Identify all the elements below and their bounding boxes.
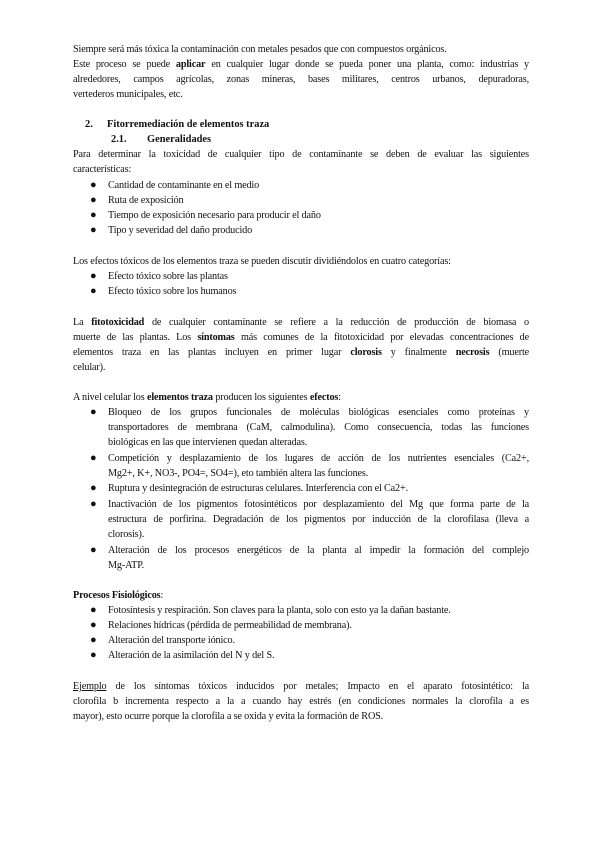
phyto-text: (muerte bbox=[489, 347, 530, 358]
phyto-bold: fitotoxicidad bbox=[91, 317, 145, 328]
intro-line-3: alrededores, campos agrícolas, zonas mineras, bases militares, centros urbanos, depuradoras, bbox=[73, 74, 529, 85]
bullet-icon: ● bbox=[90, 619, 97, 631]
cellular-b4-line: clorosis). bbox=[108, 529, 145, 540]
bullet-icon: ● bbox=[90, 604, 97, 616]
phyto-line-2 bbox=[73, 330, 529, 345]
toxicity-line-1: Para determinar la toxicidad de cualquier tipo de contaminante se deben de evaluar las siguientes bbox=[73, 149, 529, 160]
section-title: Fitorremediación de elementos traza bbox=[107, 119, 270, 130]
subsection-title: Generalidades bbox=[147, 134, 212, 145]
phyto-text: elementos traza en las plantas incluyen en primer lugar bbox=[73, 347, 351, 358]
bullet-icon: ● bbox=[90, 285, 97, 297]
cellular-b5-line: Mg-ATP. bbox=[108, 560, 145, 571]
example-line-2: clorofila b incrementa respecto a la a cuando hay estrés (en condiciones normales la clorofila a es bbox=[73, 696, 529, 707]
cellular-b4-line: Inactivación de los pigmentos fotosintéticos por desplazamiento del Mg que forma parte de la bbox=[108, 499, 529, 510]
phyto-text: y finalmente bbox=[381, 347, 456, 358]
effects-item: Efecto tóxico sobre las plantas bbox=[108, 271, 228, 282]
processes-item: Alteración del transporte iónico. bbox=[108, 635, 235, 646]
bullet-icon: ● bbox=[90, 634, 97, 646]
effects-intro: Los efectos tóxicos de los elementos traza se pueden discutir dividiéndolos en cuatro categorías: bbox=[73, 256, 451, 267]
example-word: Ejemplo bbox=[73, 681, 107, 692]
cellular-text: A nivel celular los bbox=[73, 392, 147, 403]
processes-heading-text: Procesos Fisiológicos bbox=[73, 590, 161, 601]
bullet-icon: ● bbox=[90, 649, 97, 661]
cellular-intro bbox=[73, 390, 529, 405]
phyto-text: La bbox=[73, 317, 92, 328]
bullet-icon: ● bbox=[90, 406, 97, 418]
toxicity-item: Tiempo de exposición necesario para producir el daño bbox=[108, 210, 321, 221]
cellular-b3-line: Ruptura y desintegración de estructuras celulares. Interferencia con el Ca2+. bbox=[108, 483, 408, 494]
intro-line-2 bbox=[73, 57, 529, 72]
bullet-icon: ● bbox=[90, 482, 97, 494]
processes-colon: : bbox=[160, 590, 164, 601]
toxicity-item: Ruta de exposición bbox=[108, 195, 184, 206]
cellular-b4-line: estructura de porfirina. Degradación de los pigmentos por inducción de la clorofilasa (lleva a bbox=[108, 514, 529, 525]
bullet-icon: ● bbox=[90, 224, 97, 236]
phyto-line-1 bbox=[73, 315, 529, 330]
intro-line-4: vertederos municipales, etc. bbox=[73, 89, 183, 100]
processes-item: Fotosíntesis y respiración. Son claves para la planta, solo con esto ya la dañan bastante. bbox=[108, 605, 451, 616]
phyto-bold: clorosis bbox=[350, 347, 382, 358]
bullet-icon: ● bbox=[90, 179, 97, 191]
phyto-text: de cualquier contaminante se refiere a la reducción de producción de biomasa o bbox=[144, 317, 530, 328]
processes-heading bbox=[73, 588, 529, 603]
bullet-icon: ● bbox=[90, 544, 97, 556]
example-line-3: mayor), esto ocurre porque la clorofila a se oxida y evita la formación de ROS. bbox=[73, 711, 384, 722]
phyto-line-3 bbox=[73, 345, 529, 360]
bullet-icon: ● bbox=[90, 452, 97, 464]
phyto-bold: necrosis bbox=[455, 347, 490, 358]
intro-text: Este proceso se puede bbox=[73, 59, 176, 70]
example-text: de los síntomas tóxicos inducidos por metales; Impacto en el aparato fotosintético: la bbox=[106, 681, 529, 692]
bullet-icon: ● bbox=[90, 270, 97, 282]
example-line-1 bbox=[73, 679, 529, 694]
cellular-text: : bbox=[338, 392, 341, 403]
cellular-bold: efectos bbox=[309, 392, 339, 403]
intro-bold-aplicar: aplicar bbox=[175, 59, 206, 70]
cellular-b1-line: biológicas en las que intervienen quedan alteradas. bbox=[108, 437, 308, 448]
cellular-b1-line: transportadores de membrana (CaM, calmodulina). Como consecuencia, todas las funciones bbox=[108, 422, 529, 433]
section-number: 2. bbox=[85, 119, 93, 130]
bullet-icon: ● bbox=[90, 209, 97, 221]
cellular-b5-line: Alteración de los procesos energéticos de la planta al impedir la formación del complejo bbox=[108, 545, 529, 556]
phyto-text: más comunes de la fitotoxicidad por elevadas concentraciones de bbox=[234, 332, 529, 343]
cellular-bold: elementos traza bbox=[146, 392, 213, 403]
cellular-b2-line: Competición y desplazamiento de los lugares de acción de los nutrientes esenciales (Ca2+, bbox=[108, 453, 529, 464]
effects-item: Efecto tóxico sobre los humanos bbox=[108, 286, 237, 297]
processes-item: Alteración de la asimilación del N y del S. bbox=[108, 650, 275, 661]
phyto-text: muerte de las plantas. Los bbox=[73, 332, 198, 343]
phyto-line-4: celular). bbox=[73, 362, 106, 373]
cellular-b2-line: Mg2+, K+, NO3-, PO4=, SO4=), eto también altera las funciones. bbox=[108, 468, 369, 479]
cellular-text: producen los siguientes bbox=[212, 392, 310, 403]
cellular-b1-line: Bloqueo de los grupos funcionales de moléculas biológicas esenciales como proteínas y bbox=[108, 407, 529, 418]
toxicity-item: Cantidad de contaminante en el medio bbox=[108, 180, 260, 191]
toxicity-item: Tipo y severidad del daño producido bbox=[108, 225, 253, 236]
bullet-icon: ● bbox=[90, 498, 97, 510]
phyto-bold: síntomas bbox=[197, 332, 235, 343]
processes-item: Relaciones hídricas (pérdida de permeabilidad de membrana). bbox=[108, 620, 352, 631]
intro-line-1: Siempre será más tóxica la contaminación con metales pesados que con compuestos orgánicos. bbox=[73, 44, 447, 55]
toxicity-line-2: características: bbox=[73, 164, 132, 175]
intro-text: en cualquier lugar donde se pueda poner una planta, como: industrias y bbox=[205, 59, 529, 70]
subsection-number: 2.1. bbox=[111, 134, 127, 145]
bullet-icon: ● bbox=[90, 194, 97, 206]
